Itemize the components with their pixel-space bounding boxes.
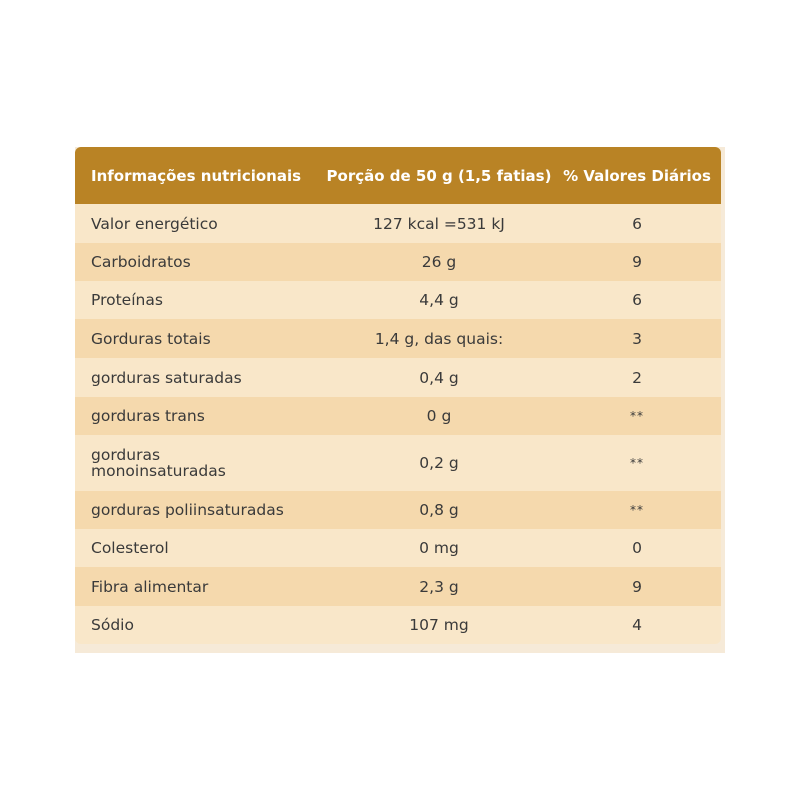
table-row <box>75 491 721 529</box>
table-row <box>75 319 721 358</box>
table-row <box>75 435 721 491</box>
table-header <box>75 147 721 204</box>
table-row <box>75 281 721 319</box>
table-row <box>75 529 721 567</box>
nutrient-name: Valor energético <box>91 214 218 233</box>
nutrient-name: Fibra alimentar <box>91 577 209 596</box>
table-row <box>75 204 721 243</box>
nutrient-name: Sódio <box>91 616 134 634</box>
nutrient-portion: 2,3 g <box>419 577 459 596</box>
nutrient-daily-value: 3 <box>632 329 642 348</box>
nutrient-name: gorduras poliinsaturadas <box>91 501 284 519</box>
nutrient-portion: 0,8 g <box>419 501 459 519</box>
nutrient-daily-value: ** <box>630 503 644 517</box>
nutrient-daily-value: 9 <box>632 577 642 596</box>
nutrient-portion: 0,4 g <box>419 368 459 387</box>
header-nutrition-info: Informações nutricionais <box>91 166 302 185</box>
nutrient-daily-value: ** <box>630 456 644 470</box>
nutrient-portion: 107 mg <box>409 616 469 634</box>
nutrient-daily-value: 0 <box>632 539 642 557</box>
nutrient-name: gorduras saturadas <box>91 368 242 387</box>
nutrient-portion: 127 kcal =531 kJ <box>373 214 505 233</box>
nutrient-name-text: gorduras monoinsaturadas <box>91 446 226 480</box>
nutrient-portion: 0,2 g <box>419 454 459 472</box>
header-portion: Porção de 50 g (1,5 fatias) <box>326 166 552 185</box>
nutrition-panel <box>75 147 725 653</box>
nutrient-portion: 4,4 g <box>419 291 459 309</box>
table-row <box>75 397 721 435</box>
nutrient-daily-value: ** <box>630 409 644 423</box>
nutrient-name: Colesterol <box>91 539 169 557</box>
table-row <box>75 606 721 644</box>
nutrient-name <box>75 435 325 491</box>
nutrient-portion: 1,4 g, das quais: <box>374 329 504 348</box>
nutrient-daily-value: 4 <box>632 616 642 634</box>
nutrient-daily-value: 6 <box>632 291 642 309</box>
table-row <box>75 243 721 281</box>
nutrient-portion: 26 g <box>421 253 457 271</box>
table-row <box>75 358 721 397</box>
nutrition-table <box>75 147 721 644</box>
header-daily-values: % Valores Diários <box>563 166 711 185</box>
nutrient-portion: 0 g <box>426 407 452 425</box>
nutrient-name: gorduras trans <box>91 407 205 425</box>
nutrient-portion: 0 mg <box>419 539 459 557</box>
nutrient-daily-value: 9 <box>632 253 642 271</box>
table-row <box>75 567 721 606</box>
nutrient-name: Carboidratos <box>91 253 191 271</box>
nutrient-name: Gorduras totais <box>91 329 211 348</box>
nutrient-name: Proteínas <box>91 291 163 309</box>
nutrient-daily-value: 6 <box>632 214 642 233</box>
nutrient-daily-value: 2 <box>632 368 642 387</box>
